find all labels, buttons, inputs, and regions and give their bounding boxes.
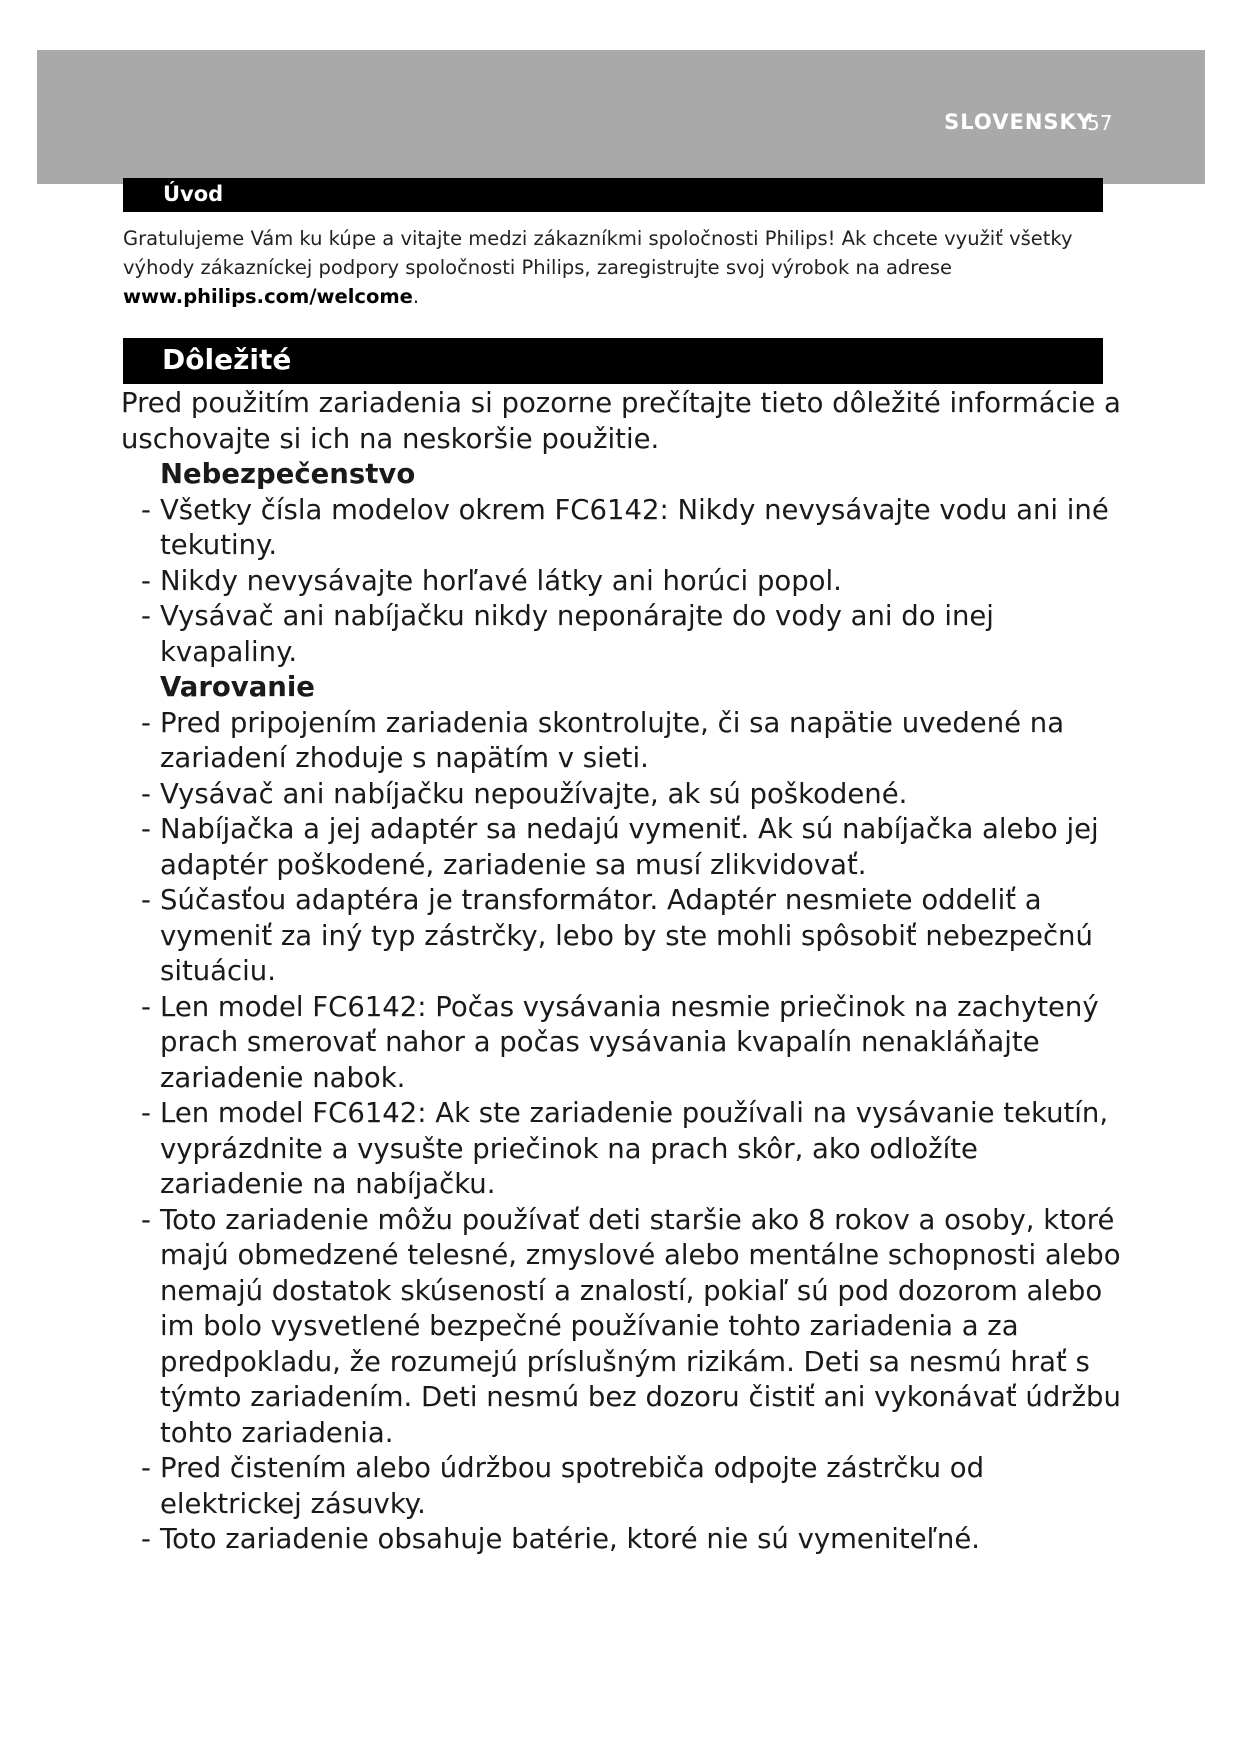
list-item: - Toto zariadenie môžu používať deti staršie ako 8 rokov a osoby, ktoré majú obmedzené telesné, zmyslové alebo mentálne schopnosti alebo nemajú dostatok skúseností a znalostí, pokiaľ sú pod dozorom alebo im bolo vysvetlené bezpečné používanie tohto zariadenia a za predpokladu, že rozumejú príslušným rizikám. Deti sa nesmú hrať s týmto zariadením. Deti nesmú bez dozoru čistiť ani vykonávať údržbu tohto zariadenia. xyxy=(121,1203,1121,1452)
list-item: - Pred pripojením zariadenia skontrolujte, či sa napätie uvedené na zariadení zhoduje s napätím v sieti. xyxy=(121,706,1121,777)
intro-paragraph xyxy=(123,224,1083,311)
list-item: - Súčasťou adaptéra je transformátor. Adaptér nesmiete oddeliť a vymeniť za iný typ zástrčky, lebo by ste mohli spôsobiť nebezpečnú situáciu. xyxy=(121,883,1121,990)
warning-list xyxy=(121,706,1121,1558)
section-title-important: Dôležité xyxy=(123,338,1103,384)
list-item: - Nabíjačka a jej adaptér sa nedajú vymeniť. Ak sú nabíjačka alebo jej adaptér poškodené, zariadenie sa musí zlikvidovať. xyxy=(121,812,1121,883)
list-item: - Len model FC6142: Počas vysávania nesmie priečinok na zachytený prach smerovať nahor a počas vysávania kvapalín nenakláňajte zariadenie nabok. xyxy=(121,990,1121,1097)
list-item: - Len model FC6142: Ak ste zariadenie používali na vysávanie tekutín, vyprázdnite a vysušte priečinok na prach skôr, ako odložíte zariadenie na nabíjačku. xyxy=(121,1096,1121,1203)
section-title-intro: Úvod xyxy=(123,178,1103,212)
list-item: - Vysávač ani nabíjačku nepoužívajte, ak sú poškodené. xyxy=(121,777,1121,813)
list-item: - Toto zariadenie obsahuje batérie, ktoré nie sú vymeniteľné. xyxy=(121,1522,1121,1558)
page-number: 57 xyxy=(1087,111,1113,135)
intro-url-suffix: . xyxy=(412,285,420,308)
philips-welcome-link[interactable]: www.philips.com/welcome xyxy=(123,285,413,308)
intro-text: Gratulujeme Vám ku kúpe a vitajte medzi zákazníkmi spoločnosti Philips! Ak chcete využiť všetky výhody zákazníckej podpory spoločnosti Philips, zaregistrujte svoj výrobok na adrese xyxy=(123,227,1073,279)
list-item: - Pred čistením alebo údržbou spotrebiča odpojte zástrčku od elektrickej zásuvky. xyxy=(121,1451,1121,1522)
list-item: - Vysávač ani nabíjačku nikdy neponárajte do vody ani do inej kvapaliny. xyxy=(121,599,1121,670)
important-intro: Pred použitím zariadenia si pozorne prečítajte tieto dôležité informácie a uschovajte si ich na neskoršie použitie. xyxy=(121,387,1121,455)
important-content xyxy=(121,386,1121,1558)
warning-heading: Varovanie xyxy=(160,671,315,703)
danger-list xyxy=(121,493,1121,671)
list-item: - Všetky čísla modelov okrem FC6142: Nikdy nevysávajte vodu ani iné tekutiny. xyxy=(121,493,1121,564)
language-label: SLOVENSKY xyxy=(944,110,1093,134)
danger-heading: Nebezpečenstvo xyxy=(160,458,416,490)
list-item: - Nikdy nevysávajte horľavé látky ani horúci popol. xyxy=(121,564,1121,600)
